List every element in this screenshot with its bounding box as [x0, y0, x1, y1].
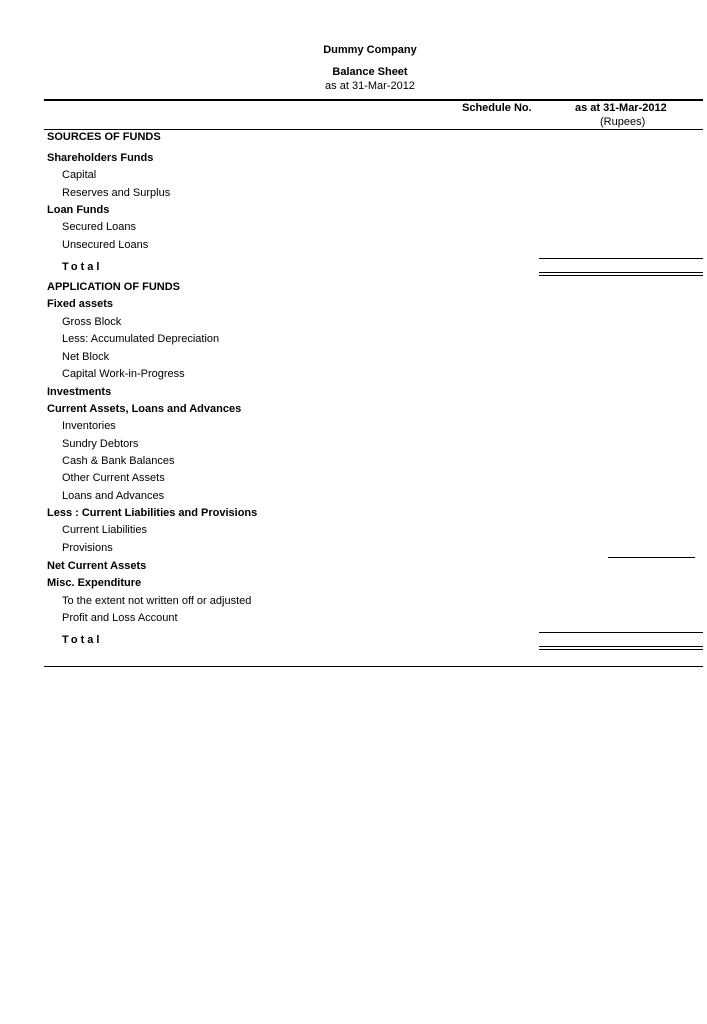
application-total-double-rule-2	[539, 649, 703, 650]
application-total-label: Total	[62, 634, 103, 646]
report-title: Balance Sheet	[332, 66, 408, 78]
sources-total-double-rule-2	[539, 275, 703, 276]
capital-label: Capital	[62, 169, 97, 181]
sundry-debtors-label: Sundry Debtors	[62, 438, 139, 450]
net-block-label: Net Block	[62, 351, 110, 363]
profit-loss-label: Profit and Loss Account	[62, 612, 178, 624]
sources-heading: SOURCES OF FUNDS	[47, 131, 161, 143]
footer-rule	[44, 666, 703, 667]
misc-extent-label: To the extent not written off or adjusted	[62, 595, 252, 607]
unsecured-loans-label: Unsecured Loans	[62, 239, 149, 251]
sources-total-label: Total	[62, 261, 103, 273]
application-heading: APPLICATION OF FUNDS	[47, 281, 181, 293]
cwip-label: Capital Work-in-Progress	[62, 368, 185, 380]
cash-bank-label: Cash & Bank Balances	[62, 455, 175, 467]
report-date: as at 31-Mar-2012	[325, 80, 415, 92]
net-current-assets-heading: Net Current Assets	[47, 560, 147, 572]
investments-heading: Investments	[47, 386, 112, 398]
sources-subtotal-rule	[539, 258, 703, 259]
depreciation-label: Less: Accumulated Depreciation	[62, 333, 220, 345]
loans-advances-label: Loans and Advances	[62, 490, 165, 502]
application-subtotal-rule	[539, 632, 703, 633]
inventories-label: Inventories	[62, 420, 116, 432]
secured-loans-label: Secured Loans	[62, 221, 136, 233]
shareholders-funds-heading: Shareholders Funds	[47, 152, 154, 164]
gross-block-label: Gross Block	[62, 316, 122, 328]
fixed-assets-heading: Fixed assets	[47, 298, 114, 310]
amount-unit: (Rupees)	[600, 116, 646, 128]
current-liabilities-label: Current Liabilities	[62, 524, 147, 536]
misc-expenditure-heading: Misc. Expenditure	[47, 577, 142, 589]
amount-column-header: as at 31-Mar-2012	[575, 102, 667, 114]
current-assets-heading: Current Assets, Loans and Advances	[47, 403, 242, 415]
reserves-label: Reserves and Surplus	[62, 187, 171, 199]
provisions-label: Provisions	[62, 542, 113, 554]
application-total-double-rule-1	[539, 646, 703, 647]
net-current-assets-rule	[608, 557, 695, 558]
other-current-assets-label: Other Current Assets	[62, 472, 165, 484]
company-name: Dummy Company	[323, 44, 417, 56]
loan-funds-heading: Loan Funds	[47, 204, 110, 216]
sources-total-double-rule-1	[539, 272, 703, 273]
current-liabilities-heading: Less : Current Liabilities and Provisions	[47, 507, 258, 519]
header-top-rule	[44, 99, 703, 101]
schedule-column-header: Schedule No.	[462, 102, 532, 114]
